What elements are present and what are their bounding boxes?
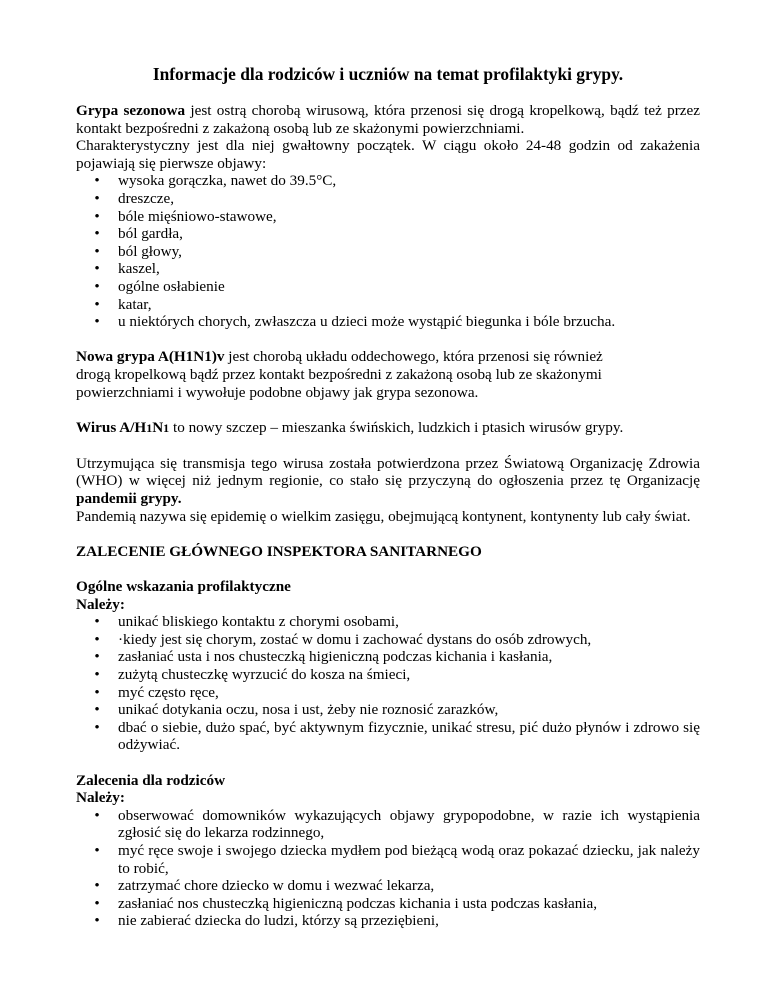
parents-subtitle: Należy:: [76, 789, 125, 807]
list-item: • zatrzymać chore dziecko w domu i wezwać lekarza,: [76, 877, 700, 895]
bullet-icon: •: [94, 189, 100, 207]
intro-paragraph: [76, 102, 700, 137]
document-title: Informacje dla rodziców i uczniów na temat profilaktyki grypy.: [152, 64, 624, 84]
general-title: Ogólne wskazania profilaktyczne: [76, 578, 291, 596]
list-item: • bóle mięśniowo-stawowe,: [76, 208, 700, 226]
virus-paragraph: Wirus A/H1N1 to nowy szczep – mieszanka świńskich, ludzkich i ptasich wirusów grypy.: [76, 418, 624, 436]
list-item: • zasłaniać nos chusteczką higieniczną podczas kichania i usta podczas kasłania,: [76, 895, 700, 913]
bullet-icon: •: [94, 295, 100, 313]
bullet-icon: •: [94, 912, 100, 930]
bullet-icon: •: [94, 225, 100, 243]
bullet-icon: •: [94, 841, 100, 859]
list-item: • katar,: [76, 296, 700, 314]
bullet-icon: •: [94, 894, 100, 912]
list-item: • wysoka gorączka, nawet do 39.5°C,: [76, 172, 700, 190]
h1n1-paragraph: Nowa grypa A(H1N1)v jest chorobą układu oddechowego, która przenosi się również drogą kropelkową bądź przez kontakt bezpośredni z zakażoną osobą lub ze skażonymi powierzchniami i wywołuje podobne objawy jak grypa sezonowa.: [76, 348, 603, 401]
spacer: [76, 560, 700, 578]
bullet-icon: •: [94, 260, 100, 278]
virus-bold-term: Wirus A/H1N1: [76, 418, 170, 436]
general-list: [76, 613, 700, 754]
list-item: • obserwować domowników wykazujących objawy grypopodobne, w razie ich wystąpienia zgłosić się do lekarza rodzinnego,: [76, 807, 700, 842]
intro-bold-term: Grypa sezonowa: [76, 102, 186, 119]
intro-text: jest ostrą chorobą wirusową, która przenosi się drogą kropelkową, bądź też przez kontakt bezpośredni z zakażoną osobą lub ze skażonymi powierzchniami.: [76, 102, 700, 137]
list-item: • dbać o siebie, dużo spać, być aktywnym fizycznie, unikać stresu, pić dużo płynów i zdrowo się odżywiać.: [76, 719, 700, 754]
list-item: • ·kiedy jest się chorym, zostać w domu i zachować dystans do osób zdrowych,: [76, 631, 700, 649]
bullet-icon: •: [94, 666, 100, 683]
pandemic-paragraph: Utrzymująca się transmisja tego wirusa została potwierdzona przez Światową Organizację Zdrowia (WHO) w więcej niż jednym regionie, co stało się przyczyną do ogłoszenia przez tę Organizację pandemii grypy.: [76, 454, 700, 508]
list-item: • dreszcze,: [76, 190, 700, 208]
general-subtitle: Należy:: [76, 595, 125, 613]
bullet-icon: •: [94, 806, 100, 824]
list-item: • nie zabierać dziecka do ludzi, którzy są przeziębieni,: [76, 912, 700, 930]
spacer: [76, 331, 700, 349]
bullet-icon: •: [94, 877, 100, 895]
bullet-icon: •: [94, 277, 100, 295]
list-item: • unikać dotykania oczu, nosa i ust, żeby nie roznosić zarazków,: [76, 701, 700, 719]
section-heading: ZALECENIE GŁÓWNEGO INSPEKTORA SANITARNEGO: [76, 542, 482, 560]
list-item: • ból głowy,: [76, 243, 700, 261]
h1n1-bold-term: Nowa grypa A(H1N1)v: [76, 348, 225, 366]
list-item: • ogólne osłabienie: [76, 278, 700, 296]
bullet-icon: •: [94, 701, 100, 719]
bullet-icon: •: [94, 648, 100, 666]
list-item: • myć często ręce,: [76, 684, 700, 702]
bullet-icon: •: [94, 313, 100, 331]
symptoms-list: [76, 172, 700, 330]
pandemic-bold-term: pandemii grypy.: [76, 490, 182, 508]
list-item: • ból gardła,: [76, 225, 700, 243]
spacer: [76, 754, 700, 772]
document-page: [76, 64, 700, 930]
list-item: • myć ręce swoje i swojego dziecka mydłem pod bieżącą wodą oraz pokazać dziecku, jak należy to robić,: [76, 842, 700, 877]
bullet-icon: •: [94, 207, 100, 225]
pandemic-definition: Pandemią nazywa się epidemię o wielkim zasięgu, obejmującą kontynent, kontynenty lub cały świat.: [76, 507, 691, 525]
bullet-icon: •: [94, 172, 100, 190]
list-item: • zużytą chusteczkę wyrzucić do kosza na śmieci,: [76, 666, 700, 684]
parents-title: Zalecenia dla rodziców: [76, 771, 226, 789]
bullet-icon: •: [94, 683, 100, 701]
list-item: • kaszel,: [76, 260, 700, 278]
spacer: [76, 401, 700, 419]
bullet-icon: •: [94, 613, 100, 631]
list-item: • unikać bliskiego kontaktu z chorymi osobami,: [76, 613, 700, 631]
spacer: [76, 525, 700, 543]
bullet-icon: •: [94, 630, 100, 648]
bullet-icon: •: [94, 242, 100, 260]
intro-second-paragraph: Charakterystyczny jest dla niej gwałtowny początek. W ciągu około 24-48 godzin od zakażenia pojawiają się pierwsze objawy:: [76, 137, 700, 172]
list-item: • u niektórych chorych, zwłaszcza u dzieci może wystąpić biegunka i bóle brzucha.: [76, 313, 700, 331]
spacer: [76, 437, 700, 455]
parents-list: [76, 807, 700, 930]
list-item: • zasłaniać usta i nos chusteczką higieniczną podczas kichania i kasłania,: [76, 648, 700, 666]
bullet-icon: •: [94, 718, 100, 736]
